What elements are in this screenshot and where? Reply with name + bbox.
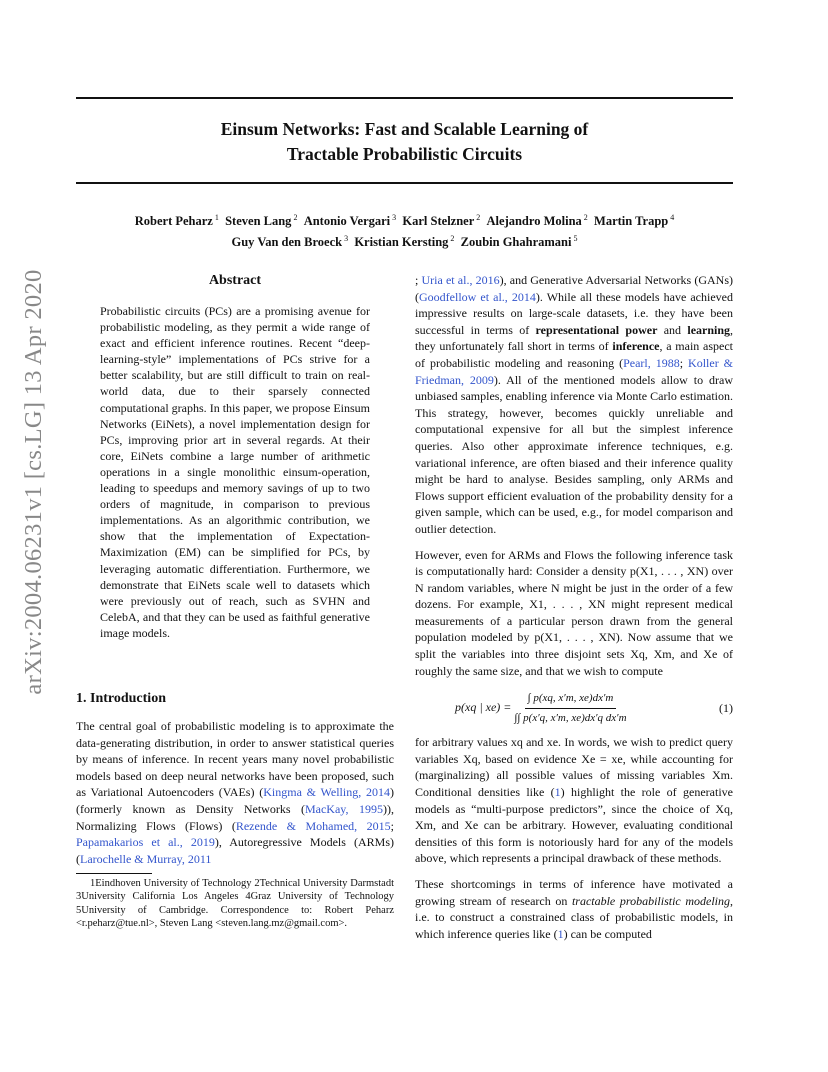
author-name: Robert Peharz xyxy=(134,214,213,229)
author-affiliation-mark: 2 xyxy=(474,213,481,222)
title-line-2: Tractable Probabilistic Circuits xyxy=(286,144,523,164)
citation-link[interactable]: Goodfellow et al., 2014 xyxy=(419,289,536,304)
text: )), Normalizing Flows (Flows) ( xyxy=(76,801,394,833)
citation-link[interactable]: Kingma & Welling, 2014 xyxy=(263,785,390,800)
paper-title xyxy=(76,117,733,167)
equation-numerator: ∫ p(xq, x′m, xe)dx′m xyxy=(525,690,617,709)
equation-1 xyxy=(415,688,733,728)
author-name: Martin Trapp xyxy=(594,214,669,229)
text: ; xyxy=(390,818,394,833)
equation-lhs-text: p(xq | xe) = xyxy=(455,700,512,714)
citation-link[interactable]: Pearl, 1988 xyxy=(623,355,680,370)
author-affiliation-mark: 2 xyxy=(581,213,588,222)
intro-paragraph-3 xyxy=(415,734,733,867)
text: and xyxy=(657,322,688,337)
author-affiliation-mark: 1 xyxy=(212,213,219,222)
intro-paragraph-2: However, even for ARMs and Flows the following inference task is computationally hard: Consider a density p(X1, . . . , XN) over N random variables, where N might be just in the order of a few dozens. For example, X1, . . . , XN might represent medical measurements of a particular person drawn from the general population modeled by p(X1, . . . , XN). Now assume that we split the variables into three disjoint sets Xq, Xm, and Xe of roughly the same size, and that we wish to compute xyxy=(415,547,733,678)
text: ) can be computed xyxy=(563,926,652,941)
text: ), Autoregressive Models (ARMs) ( xyxy=(76,835,394,866)
author-name: Kristian Kersting xyxy=(354,235,449,250)
author-name: Karl Stelzner xyxy=(402,214,475,229)
footnote-text: 1Eindhoven University of Technology 2Technical University Darmstadt 3University California Los Angeles 4Graz University of Technology 5University of Cambridge. Correspondence to: Robert Peharz <r.peharz@tue.nl>, Steven Lang <steven.lang.mz@gmail.com>. xyxy=(76,878,394,929)
author-name: Antonio Vergari xyxy=(303,214,391,229)
text: ). While all these models have achieved impressive results on large-scale datasets, i.e. they have been successful in terms of xyxy=(415,289,733,337)
bold-text: representational power xyxy=(535,322,658,337)
author-affiliation-mark: 3 xyxy=(390,213,397,222)
title-line-1: Einsum Networks: Fast and Scalable Learning of xyxy=(220,119,589,139)
text: , a main aspect of probabilistic modeling and reasoning ( xyxy=(415,339,733,370)
text: ), and Generative Adversarial Networks (GANs) ( xyxy=(415,273,733,304)
citation-link[interactable]: Uria et al., 2016 xyxy=(421,273,500,287)
abstract-body: Probabilistic circuits (PCs) are a promising avenue for probabilistic modeling, as they permit a wide range of exact and efficient inference routines. Recent “deep-learning-style” implementations of PCs strive for a better scalability, but are still difficult to train on real-world data, due to their sparsely connected computational graphs. In this paper, we propose Einsum Networks (EiNets), a novel implementation design for PCs, improving prior art in several regards. At their core, EiNets combine a large number of arithmetic operations in a single monolithic einsum-operation, leading to speedups and memory savings of up to two orders of magnitude, in comparison to previous implementations. As an algorithmic contribution, we show that the implementation of Expectation-Maximization (EM) can be simplified for PCs, by leveraging automatic differentiation. Furthermore, we demonstrate that EiNets scale well to datasets which were previously out of reach, such as SVHN and CelebA, and that they can be used as faithful generative image models. xyxy=(100,304,370,640)
author-list xyxy=(76,209,733,251)
italic-text: tractable probabilistic modeling xyxy=(571,893,731,908)
equation-denominator: ∫∫ p(x′q, x′m, xe)dx′q dx′m xyxy=(514,711,627,724)
arxiv-stamp: arXiv:2004.06231v1 [cs.LG] 13 Apr 2020 xyxy=(20,269,47,695)
text: The central goal of probabilistic modeling is to approximate the data-generating distribution, in order to answer statistical queries by means of inference. In recent years many novel probabilistic models based on deep neural networks have been proposed, such as Variational Autoencoders (VAEs) ( xyxy=(76,719,394,800)
abstract-heading: Abstract xyxy=(208,273,262,288)
affiliation-footnote xyxy=(76,877,394,930)
author-affiliation-mark: 2 xyxy=(448,234,455,244)
author-affiliation-mark: 3 xyxy=(342,234,349,244)
section-heading-introduction: 1. Introduction xyxy=(76,691,166,706)
author-affiliation-mark: 5 xyxy=(571,234,578,244)
equation-lhs xyxy=(455,690,627,726)
equation-ref-link[interactable]: 1 xyxy=(557,926,564,941)
title-rule-top xyxy=(76,97,733,99)
citation-link[interactable]: Larochelle & Murray, 2011 xyxy=(80,851,212,866)
author-line-2 xyxy=(76,230,733,251)
intro-paragraph-1-continued xyxy=(415,272,733,538)
intro-paragraph-1 xyxy=(76,718,394,867)
text: These shortcomings in terms of inference have motivated a growing stream of research on xyxy=(415,877,733,908)
text: ) highlight the role of generative models as “multi-purpose predictors”, since the choice of Xq, Xm, and Xe can be arbitrary. However, evaluating conditional densities of this form is notoriously hard for any of the models above, which represents a principal drawback of these methods. xyxy=(415,785,733,866)
footnote-rule xyxy=(76,873,152,874)
author-line-1 xyxy=(76,209,733,230)
equation-number: (1) xyxy=(719,700,733,715)
author-name: Steven Lang xyxy=(225,214,292,229)
text: ; xyxy=(415,273,422,287)
bold-text: inference xyxy=(612,339,660,354)
text: ; xyxy=(679,355,689,370)
text: , they unfortunately fall short in terms of xyxy=(415,322,734,354)
intro-left-column xyxy=(76,718,394,876)
title-rule-bottom xyxy=(76,182,733,184)
author-name: Guy Van den Broeck xyxy=(231,235,343,250)
equation-fraction xyxy=(514,690,626,726)
author-name: Alejandro Molina xyxy=(486,214,582,229)
author-name: Zoubin Ghahramani xyxy=(460,235,572,250)
text: ). All of the mentioned models allow to draw unbiased samples, enabling inference via Monte Carlo estimation. This strategy, however, becomes quickly unreliable and computational expensive for all but the simplest inference queries. Also other approximate inference techniques, e.g. variational inference, are often biased and their inference quality might be hard to analyse. Besides sampling, only ARMs and Flows support efficient evaluation of the probability density for a given sample, which can be used, e.g., for model comparison and outlier detection. xyxy=(415,372,733,536)
text: ) (formerly known as Density Networks ( xyxy=(76,785,394,816)
equation-ref-link[interactable]: 1 xyxy=(554,785,561,800)
intro-right-column xyxy=(415,272,733,951)
intro-paragraph-4 xyxy=(415,876,733,942)
text: , i.e. to construct a constrained class of probabilistic models, in which inference queries like ( xyxy=(415,893,734,941)
author-affiliation-mark: 2 xyxy=(291,213,298,222)
citation-link[interactable]: Rezende & Mohamed, 2015 xyxy=(235,818,391,833)
author-affiliation-mark: 4 xyxy=(668,213,675,222)
citation-link[interactable]: Papamakarios et al., 2019 xyxy=(76,835,215,850)
bold-text: learning xyxy=(687,322,731,337)
text: for arbitrary values xq and xe. In words, we wish to predict query variables Xq, based on evidence Xe = xe, while accounting for (marginalizing) all possible values of missing variables Xm. Conditional densities like ( xyxy=(415,735,733,800)
citation-link[interactable]: Koller & Friedman, 2009 xyxy=(415,355,733,387)
citation-link[interactable]: MacKay, 1995 xyxy=(304,801,383,816)
